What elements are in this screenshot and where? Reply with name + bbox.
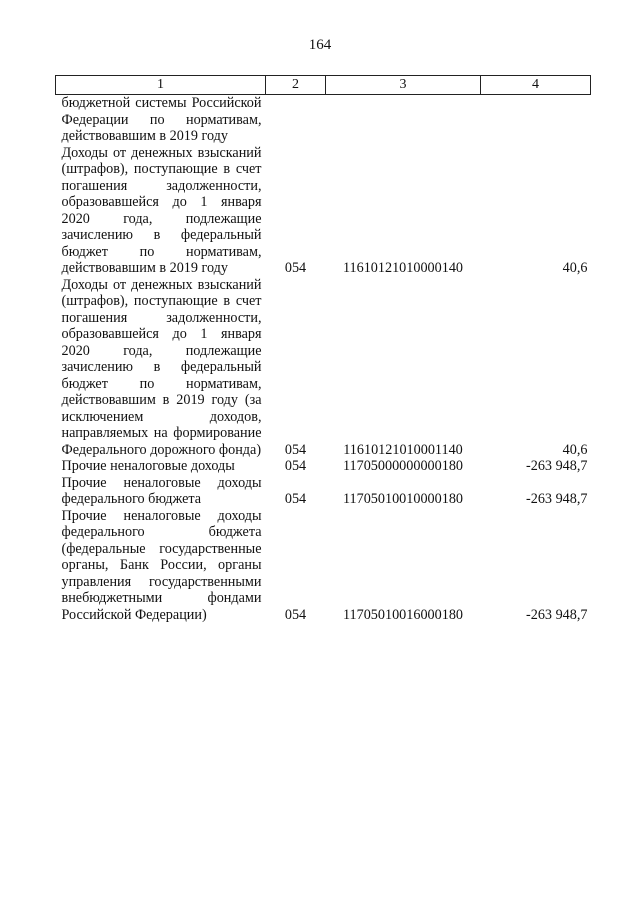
- row-description: Доходы от денежных взысканий (штрафов), поступающие в счет погашения задолженности, образовавшейся до 1 января 2020 года, подлежащие зачислению в федеральный бюджет по нормативам, действовавшим в 2019 году (за исключением доходов, направляемых на формирование Федерального дорожного фонда): [61, 276, 262, 458]
- row-amount: [481, 95, 591, 145]
- header-col-4: 4: [481, 76, 591, 95]
- table-row: [56, 458, 591, 475]
- row-kbk: [326, 95, 481, 145]
- table-row: [56, 508, 591, 624]
- table-row: [56, 95, 591, 145]
- row-amount: -263 948,7: [526, 491, 588, 507]
- row-code: 054: [284, 441, 307, 458]
- row-code: [266, 95, 326, 145]
- row-code: 054: [284, 491, 307, 507]
- row-kbk: 11610121010000140: [342, 260, 464, 276]
- row-description: Прочие неналоговые доходы федерального бюджета: [61, 474, 262, 507]
- header-col-1: 1: [56, 76, 266, 95]
- header-col-3: 3: [326, 76, 481, 95]
- row-amount: 40,6: [562, 260, 588, 276]
- row-description: Прочие неналоговые доходы федерального бюджета (федеральные государственные органы, Банк России, органы управления государственными внебюджетными фондами Российской Федерации): [61, 507, 262, 623]
- row-description: Доходы от денежных взысканий (штрафов), поступающие в счет погашения задолженности, образовавшейся до 1 января 2020 года, подлежащие зачислению в федеральный бюджет по нормативам, действовавшим в 2019 году: [61, 144, 262, 276]
- table-row: [56, 277, 591, 459]
- row-amount: 40,6: [562, 441, 588, 458]
- row-code: 054: [284, 458, 307, 474]
- table-row: [56, 475, 591, 508]
- row-code: 054: [284, 260, 307, 276]
- row-kbk: 11705000000000180: [342, 458, 464, 474]
- table-header: [56, 76, 591, 95]
- header-col-2: 2: [266, 76, 326, 95]
- row-description: бюджетной системы Российской Федерации по нормативам, действовавшим в 2019 году: [61, 95, 262, 144]
- row-amount: -263 948,7: [526, 606, 588, 623]
- budget-table: [55, 75, 591, 623]
- table-row: [56, 145, 591, 277]
- row-kbk: 11705010016000180: [342, 606, 464, 623]
- row-amount: -263 948,7: [526, 458, 588, 474]
- row-code: 054: [284, 606, 307, 623]
- row-kbk: 11610121010001140: [343, 441, 463, 458]
- page-number: 164: [308, 37, 332, 53]
- row-kbk: 11705010010000180: [342, 491, 464, 507]
- row-description: Прочие неналоговые доходы: [61, 458, 235, 474]
